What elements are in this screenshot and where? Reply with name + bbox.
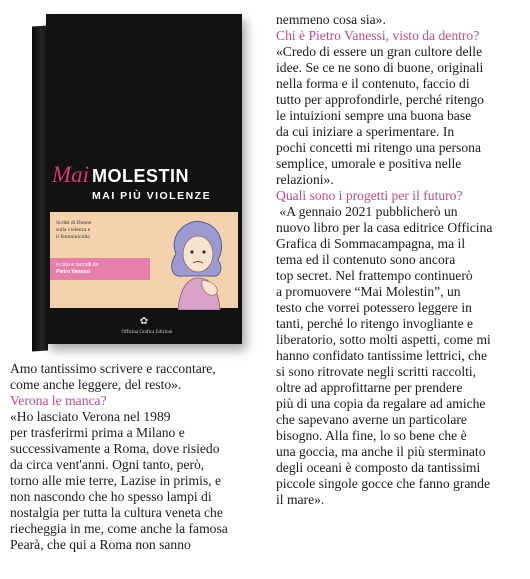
book-subtitle: MAI PIÙ VIOLENZE <box>92 190 212 202</box>
book-title-prefix: Mai <box>52 162 90 187</box>
text-line: nella forma e il contenuto, faccio di <box>276 76 470 91</box>
cover-publisher: Officina Grafica Edizioni <box>121 330 173 335</box>
text-line: le intuizioni sempre una buona base <box>276 108 472 123</box>
text-line: liberatorio, sotto molti aspetti, come mi <box>276 332 491 347</box>
text-line: a promuovere “Mai Molestin”, un <box>276 284 461 299</box>
cover-description-line: sulla violenza e <box>56 227 91 233</box>
cover-description-line: Scritti di Donne <box>56 220 92 226</box>
text-line: semplice, umorale e positiva nelle <box>276 156 462 171</box>
text-line: «A gennaio 2021 pubblicherò un <box>276 204 458 219</box>
cover-curator-line: Pietro Vanessi <box>56 268 91 275</box>
interview-question: Chi è Pietro Vanessi, visto da dentro? <box>276 28 480 43</box>
interview-question: Quali sono i progetti per il futuro? <box>276 188 463 203</box>
text-line: più di una copia da regalare ad amiche <box>276 396 486 411</box>
text-line: hanno confidato tantissime lettrici, che <box>276 348 488 363</box>
cover-description <box>56 220 148 241</box>
text-line: da circa vent'anni. Ogni tanto, però, <box>10 457 205 472</box>
text-line: nostalgia per tutta la cultura veneta che <box>10 505 223 520</box>
book-cover-image <box>10 8 260 353</box>
publisher-logo-icon: ✿ <box>139 316 149 327</box>
text-line: relazioni». <box>276 172 334 187</box>
text-line: come anche leggere, del resto». <box>10 377 182 392</box>
right-text-column <box>276 12 526 508</box>
text-line: pochi concetti mi ritengo una persona <box>276 140 481 155</box>
text-line: riecheggia in me, come anche la famosa <box>10 521 228 536</box>
text-line: torno alle mie terre, Lazise in primis, e <box>10 473 222 488</box>
text-line: una goccia, ma anche il più sterminato <box>276 444 486 459</box>
text-line: Grafica di Sommacampagna, ma il <box>276 236 466 251</box>
left-text-column <box>10 361 265 553</box>
text-line: piccole singole gocce che fanno grande <box>276 476 491 491</box>
text-line: bisogno. Alla fine, lo so bene che è <box>276 428 467 443</box>
text-line: nuovo libro per la casa editrice Officina <box>276 220 493 235</box>
text-line: tema ed il contenuto sono ancora <box>276 252 456 267</box>
cover-description-line: il femminicidio <box>56 234 91 240</box>
text-line: Pearà, che qui a Roma non sanno <box>10 537 191 552</box>
text-line: non nascondo che ho spesso lampi di <box>10 489 212 504</box>
book-front-cover <box>46 14 242 344</box>
text-line: il mare». <box>276 492 325 507</box>
text-line: degli oceani è composto da tantissimi <box>276 460 481 475</box>
text-line: testo che vorrei potessero leggere in <box>276 300 472 315</box>
text-line: tutto per approfondirle, perché ritengo <box>276 92 484 107</box>
text-line: oltre ad approfittarne per prendere <box>276 380 463 395</box>
text-line: tanti, perché lo ritengo invogliante e <box>276 316 474 331</box>
book-title-main: MOLESTIN <box>92 166 189 186</box>
text-line: da cui iniziare a sperimentare. In <box>276 124 455 139</box>
text-line: «Credo di essere un gran cultore delle <box>276 44 483 59</box>
text-line: per trasferirmi prima a Milano e <box>10 425 185 440</box>
text-line: top secret. Nel frattempo continuerò <box>276 268 473 283</box>
text-line: che sapevano averne un particolare <box>276 412 467 427</box>
cover-curator-line: a cura e raccolti da <box>56 262 99 268</box>
text-line: si sono ritrovate negli scritti raccolti, <box>276 364 477 379</box>
text-line: successivamente a Roma, dove risiedo <box>10 441 220 456</box>
interview-question: Verona le manca? <box>10 393 107 408</box>
cartoon-woman-illustration-icon <box>158 214 236 310</box>
text-line: nemmeno cosa sia». <box>276 12 386 27</box>
book-title <box>52 162 238 188</box>
text-line: idee. Se ce ne sono di buone, originali <box>276 60 484 75</box>
text-line: Amo tantissimo scrivere e raccontare, <box>10 361 216 376</box>
cover-curator <box>56 262 148 275</box>
text-line: «Ho lasciato Verona nel 1989 <box>10 409 171 424</box>
